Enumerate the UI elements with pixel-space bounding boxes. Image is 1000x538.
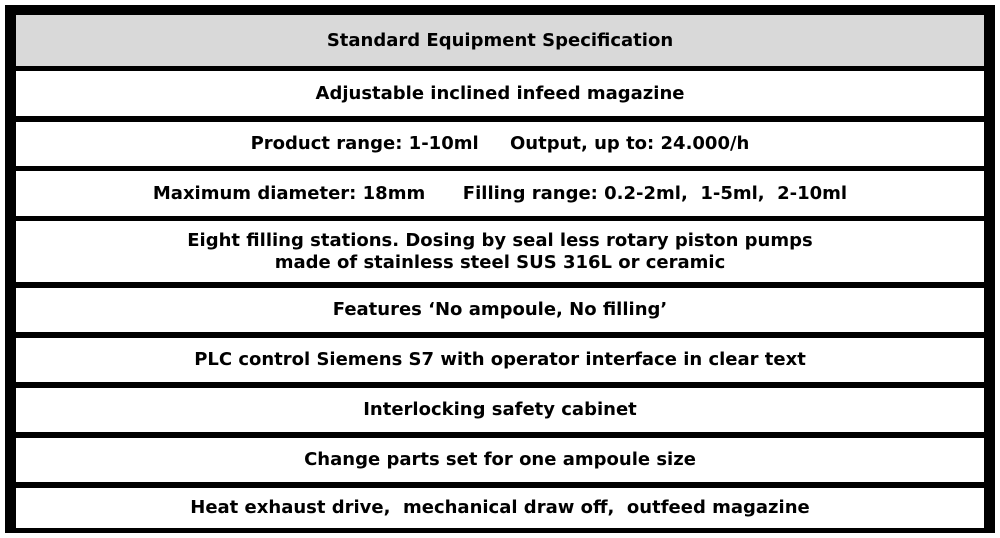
table-row	[16, 388, 984, 432]
table-row	[16, 338, 984, 382]
table-row	[16, 171, 984, 216]
row-text: Adjustable inclined infeed magazine	[315, 82, 685, 104]
table-header-title: Standard Equipment Specification	[326, 29, 674, 51]
table-row	[16, 221, 984, 282]
table-header	[16, 15, 984, 66]
row-text: Heat exhaust drive, mechanical draw off, outfeed magazine	[190, 497, 810, 518]
table-row	[16, 438, 984, 482]
table-row	[16, 122, 984, 166]
specification-table	[5, 5, 995, 533]
table-row	[16, 71, 984, 116]
row-text: Features ‘No ampoule, No filling’	[332, 299, 668, 320]
row-text: Maximum diameter: 18mm Filling range: 0.2-2ml, 1-5ml, 2-10ml	[152, 182, 848, 204]
table-row	[16, 288, 984, 332]
row-text: PLC control Siemens S7 with operator interface in clear text	[194, 349, 806, 370]
row-text-line-1: Eight filling stations. Dosing by seal less rotary piston pumps	[187, 229, 813, 251]
row-text: Change parts set for one ampoule size	[304, 449, 696, 470]
row-text-block	[187, 230, 812, 274]
row-text: Product range: 1-10ml Output, up to: 24.000/h	[250, 133, 750, 154]
row-text: Interlocking safety cabinet	[363, 399, 637, 420]
row-text-line-2: made of stainless steel SUS 316L or ceramic	[274, 251, 726, 273]
table-row	[16, 488, 984, 528]
